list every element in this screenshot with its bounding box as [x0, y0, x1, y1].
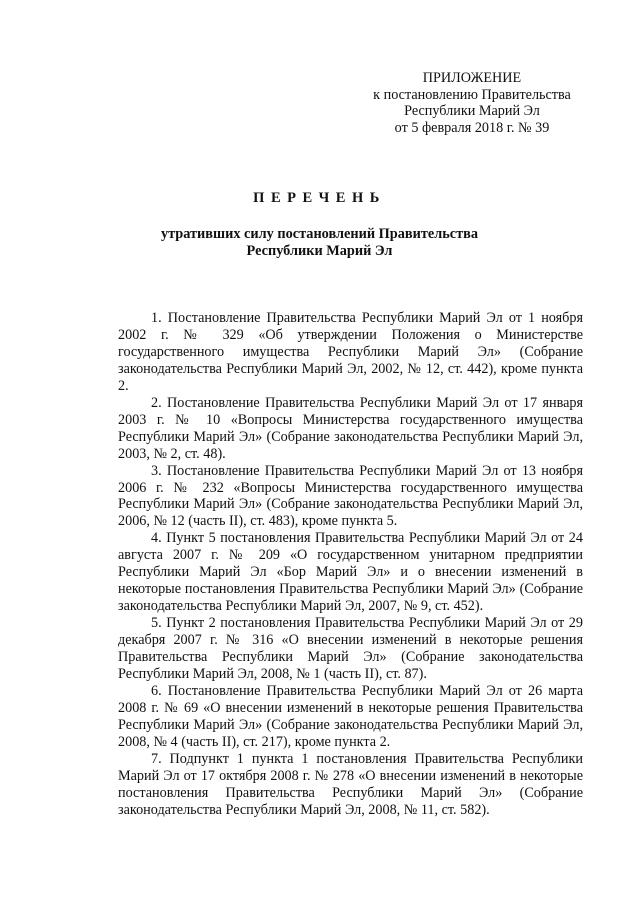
document-title: ПЕРЕЧЕНЬ — [253, 190, 386, 206]
subtitle-line-2: Республики Марий Эл — [246, 243, 393, 259]
list-item: 7. Подпункт 1 пункта 1 постановления Правительства Республики Марий Эл от 17 октября 2008 г. № 278 «О внесении изменений в некоторые постановления Правительства Республики Марий Эл» (Собрание законодательства Республики Марий Эл, 2008, № 11, ст. 582). — [118, 750, 583, 818]
list-item: 4. Пункт 5 постановления Правительства Республики Марий Эл от 24 августа 2007 г. № 209 «О государственном унитарном предприятии Республики Марий Эл «Бор Марий Эл» и о внесении изменений в некоторые постановления Правительства Республики Марий Эл» (Собрание законодательства Республики Марий Эл, 2007, № 9, ст. 452). — [118, 530, 583, 615]
list-item: 5. Пункт 2 постановления Правительства Республики Марий Эл от 29 декабря 2007 г. № 316 «О внесении изменений в некоторые решения Правительства Республики Марий Эл» (Собрание законодательства Республики Марий Эл, 2008, № 1 (часть II), ст. 87). — [118, 615, 583, 683]
list-item: 2. Постановление Правительства Республики Марий Эл от 17 января 2003 г. № 10 «Вопросы Министерства государственного имущества Республики Марий Эл» (Собрание законодательства Республики Марий Эл, 2003, № 2, ст. 48). — [118, 394, 583, 462]
appendix-line-2: Республики Марий Эл — [404, 103, 540, 119]
subtitle-line-1: утративших силу постановлений Правительства — [160, 226, 479, 242]
items-list — [118, 310, 583, 819]
appendix-heading: ПРИЛОЖЕНИЕ — [422, 70, 522, 86]
appendix-line-3: от 5 февраля 2018 г. № 39 — [394, 119, 550, 136]
appendix-block — [352, 70, 592, 136]
list-item: 1. Постановление Правительства Республики Марий Эл от 1 ноября 2002 г. № 329 «Об утверждении Положения о Министерстве государственного имущества Республики Марий Эл» (Собрание законодательства Республики Марий Эл, 2002, № 12, ст. 442), кроме пункта 2. — [118, 310, 583, 394]
list-item: 6. Постановление Правительства Республики Марий Эл от 26 марта 2008 г. № 69 «О внесении изменений в некоторые решения Правительства Республики Марий Эл» (Собрание законодательства Республики Марий Эл, 2008, № 4 (часть II), ст. 217), кроме пункта 2. — [118, 682, 583, 750]
document-subtitle — [0, 226, 639, 260]
appendix-line-1: к постановлению Правительства — [373, 86, 571, 103]
list-item: 3. Постановление Правительства Республики Марий Эл от 13 ноября 2006 г. № 232 «Вопросы Министерства государственного имущества Республики Марий Эл» (Собрание законодательства Республики Марий Эл, 2006, № 12 (часть II), ст. 483), кроме пункта 5. — [118, 462, 583, 530]
